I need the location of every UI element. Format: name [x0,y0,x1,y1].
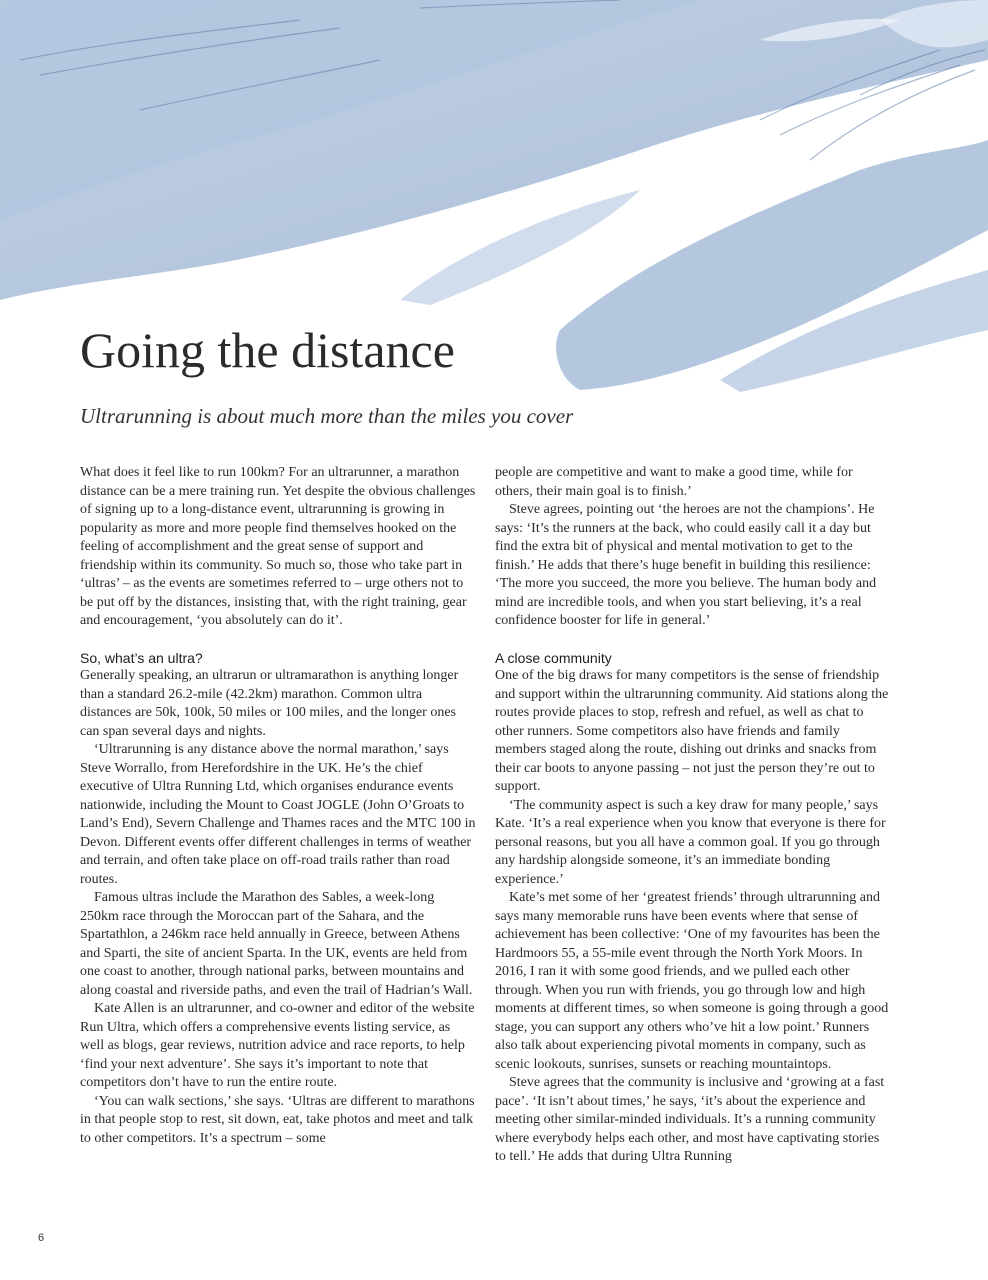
body-paragraph: Kate’s met some of her ‘greatest friends’ through ultrarunning and says many memorable runs have been events where that sense of achievement has been collective: ‘One of my favourites has been the Hardmoors 55, a 55-mile event through the North York Moors. In 2016, I ran it with some good friends, and we pulled each other through. When you run with friends, you go through low and high moments at different times, so when someone is going through a good stage, you can support any others who’ve hit a low point.’ Runners also talk about experiencing pivotal moments in company, such as scenic lookouts, sunrises, sunsets or reaching mountaintops. [495,890,889,1072]
body-paragraph: Famous ultras include the Marathon des Sables, a week-long 250km race through the Moroccan part of the Sahara, and the Spartathlon, a 246km race held annually in Greece, between Athens and Sparti, the site of ancient Sparta. In the UK, events are held from one coast to another, through national parks, between mountains and along coastal and riverside paths, and even the trail of Hadrian’s Wall. [80,890,473,998]
body-paragraph: ‘The community aspect is such a key draw for many people,’ says Kate. ‘It’s a real experience when you know that everyone is there for personal reasons, but you all have a common goal. If you go through any hardship alongside someone, it’s an immediate bonding experience.’ [495,797,886,887]
body-paragraph: people are competitive and want to make a good time, while for others, their main goal is to finish.’ [495,465,853,499]
left-column [80,464,476,1148]
body-paragraph: Generally speaking, an ultrarun or ultramarathon is anything longer than a standard 26.2-mile (42.2km) marathon. Common ultra distances are 50k, 100k, 50 miles or 100 miles, and the longer ones can span several days and nights. [80,668,459,739]
page-number: 6 [38,1232,45,1244]
article-subtitle: Ultrarunning is about much more than the miles you cover [80,404,574,428]
body-paragraph: Steve agrees, pointing out ‘the heroes are not the champions’. He says: ‘It’s the runners at the back, who could easily call it a day but find the extra bit of physical and mental motivation to get to the finish.’ He adds that there’s huge benefit in building this resilience: ‘The more you succeed, the more you believe. The human body and mind are incredible tools, and when you start believing, it’s a real confidence booster for life in general.’ [495,502,877,628]
section-heading-whats-an-ultra: So, what’s an ultra? [80,649,203,666]
body-paragraph: One of the big draws for many competitors is the sense of friendship and support within the ultrarunning community. Aid stations along the routes provide places to stop, refresh and refuel, as well as chat to other runners. Some competitors also have friends and family members staged along the route, dishing out drinks and snacks from their car boots to anyone passing – not just the person they’re out to support. [495,668,889,794]
body-paragraph: ‘You can walk sections,’ she says. ‘Ultras are different to marathons in that people stop to rest, sit down, eat, take photos and meet and talk to other competitors. It’s a spectrum – some [80,1093,475,1146]
right-column [495,464,891,1167]
body-paragraph: ‘Ultrarunning is any distance above the normal marathon,’ says Steve Worrallo, from Herefordshire in the UK. He’s the chief executive of Ultra Running Ltd, which organises endurance events nationwide, including the Mount to Coast JOGLE (John O’Groats to Land’s End), Severn Challenge and Thames races and the MTC 100 in Devon. Different events offer different challenges in terms of weather and terrain, and often take place on off-road trails rather than road routes. [80,742,476,887]
body-paragraph: Kate Allen is an ultrarunner, and co-owner and editor of the website Run Ultra, which offers a comprehensive events listing service, as well as blogs, gear reviews, nutrition advice and race reports, to help ‘find your next adventure’. She says it’s important to note that competitors don’t have to run the entire route. [80,1001,475,1090]
section-heading-close-community: A close community [495,649,612,666]
intro-paragraph: What does it feel like to run 100km? For an ultrarunner, a marathon distance can be a mere training run. Yet despite the obvious challenges of signing up to a long-distance event, ultrarunning is growing in popularity as more and more people find themselves hooked on the feeling of accomplishment and the great sense of support and friendship within its community. So much so, those who take part in ‘ultras’ – as the events are sometimes referred to – urge others not to be put off by the distances, insisting that, with the right training, gear and encouragement, ‘you absolutely can do it’. [80,465,476,628]
body-paragraph: Steve agrees that the community is inclusive and ‘growing at a fast pace’. ‘It isn’t about times,’ he says, ‘it’s about the experience and meeting other similar-minded individuals. It’s a running community where everybody helps each other, and most have captivating stories to tell.’ He adds that during Ultra Running [495,1075,885,1164]
article-title: Going the distance [80,322,455,378]
